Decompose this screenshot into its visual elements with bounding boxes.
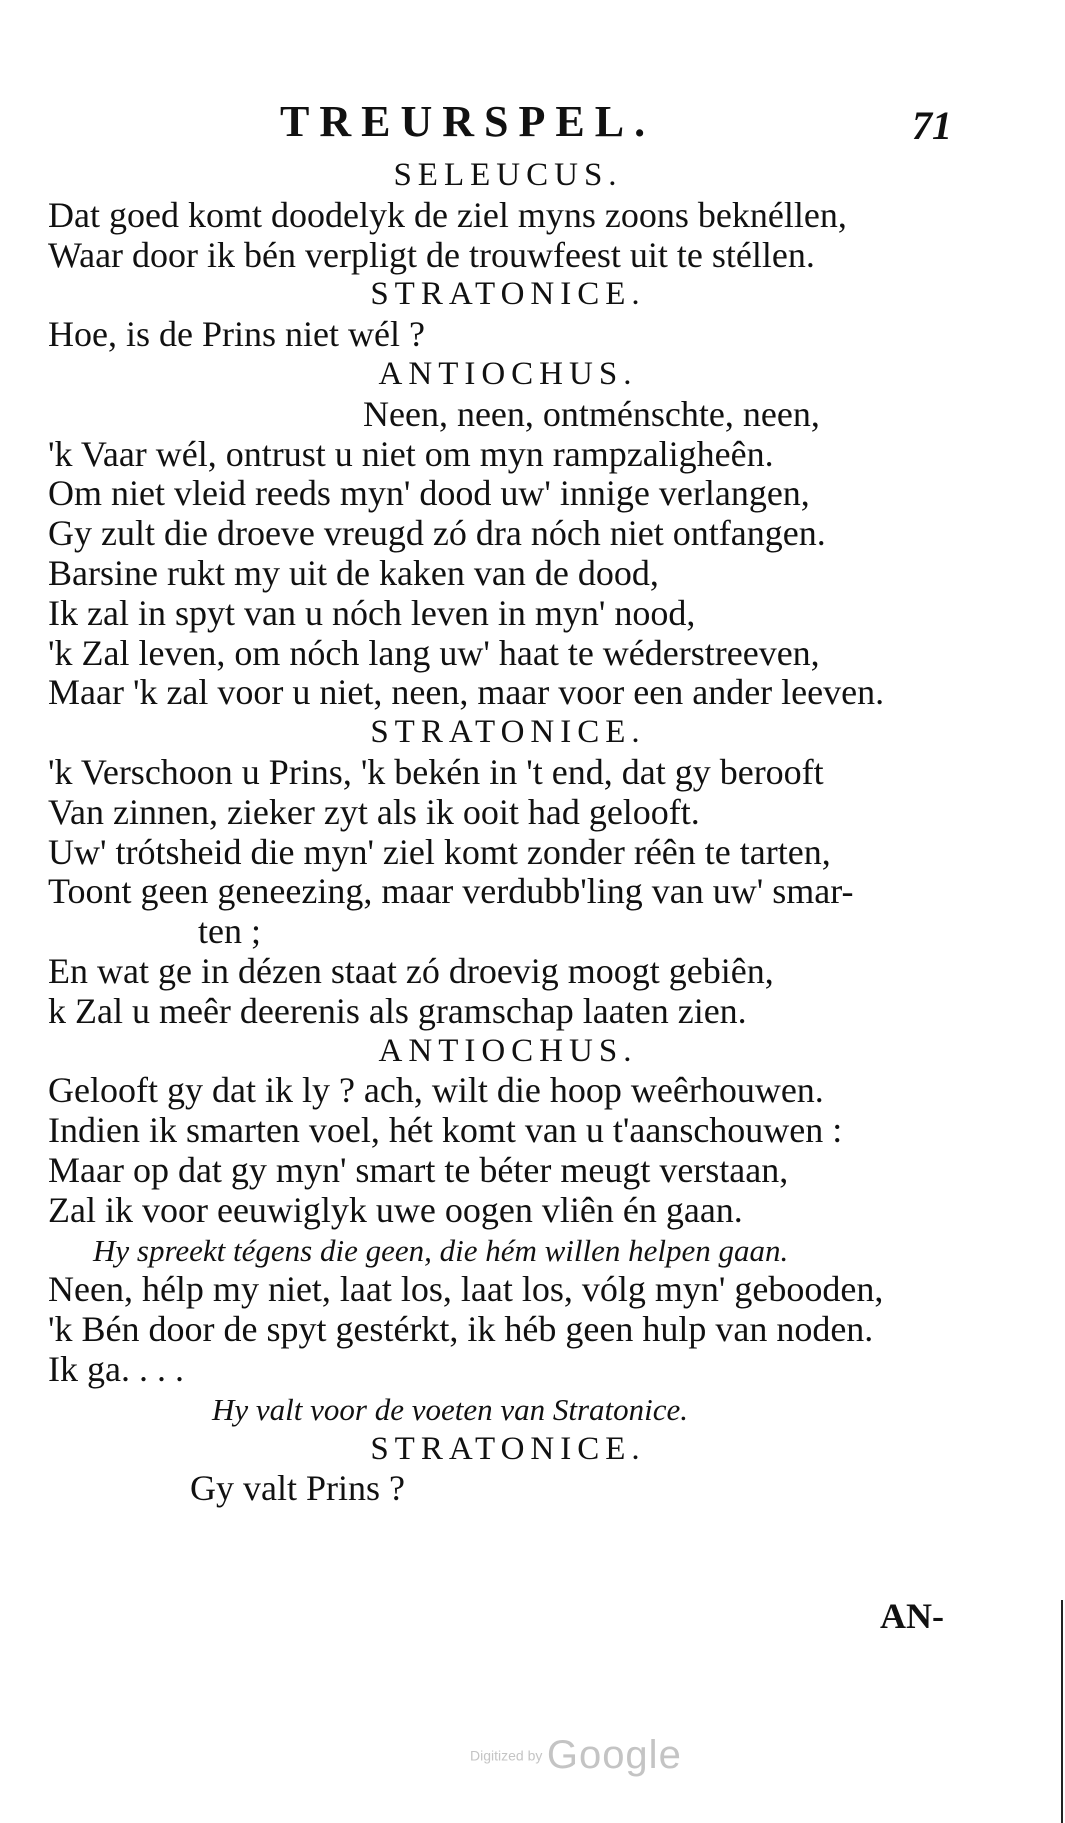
verse-line: Barsine rukt my uit de kaken van de dood, — [48, 552, 659, 593]
verse-line: Ik zal in spyt van u nóch leven in myn' nood, — [48, 592, 696, 633]
stage-direction: Hy spreekt tégens die geen, die hém willen helpen gaan. — [93, 1232, 789, 1268]
verse-line: ten ; — [198, 911, 261, 952]
speaker-name: ANTIOCHUS. — [378, 355, 638, 392]
speaker-name: STRATONICE. — [370, 276, 646, 313]
verse-line: Van zinnen, zieker zyt als ik ooit had gelooft. — [48, 791, 700, 832]
stage-direction: Hy valt voor de voeten van Stratonice. — [212, 1391, 689, 1427]
verse-line: Hoe, is de Prins niet wél ? — [48, 314, 425, 355]
speaker-name: STRATONICE. — [370, 1430, 646, 1467]
page-edge-line — [1061, 1600, 1063, 1823]
page-header — [0, 96, 1065, 156]
verse-line: Gy zult die droeve vreugd zó dra nóch niet ontfangen. — [48, 513, 826, 554]
verse-line: 'k Zal leven, om nóch lang uw' haat te wéderstreeven, — [48, 632, 820, 673]
verse-line: Uw' trótsheid die myn' ziel komt zonder réên te tarten, — [48, 831, 831, 872]
verse-line: Om niet vleid reeds myn' dood uw' innige verlangen, — [48, 473, 810, 514]
verse-line: Neen, hélp my niet, laat los, laat los, vólg myn' gebooden, — [48, 1269, 884, 1310]
play-text — [48, 156, 968, 1509]
page-number: 71 — [912, 103, 952, 148]
verse-line: Waar door ik bén verpligt de trouwfeest uit te stéllen. — [48, 234, 815, 275]
verse-line: En wat ge in dézen staat zó droevig moogt gebiên, — [48, 950, 774, 991]
speaker-name: SELEUCUS. — [393, 157, 623, 193]
catchword: AN- — [880, 1596, 944, 1636]
verse-line: Zal ik voor eeuwiglyk uwe oogen vliên én gaan. — [48, 1189, 743, 1230]
verse-line: 'k Vaar wél, ontrust u niet om myn rampzaligheên. — [48, 433, 774, 474]
verse-line: Indien ik smarten voel, hét komt van u t'aanschouwen : — [48, 1110, 843, 1151]
verse-line: 'k Verschoon u Prins, 'k bekén in 't end, dat gy berooft — [48, 751, 824, 792]
verse-line: Neen, neen, ontménschte, neen, — [363, 393, 820, 434]
running-title: TREURSPEL. — [280, 97, 656, 146]
watermark-prefix: Digitized by — [470, 1747, 543, 1764]
verse-line: Gy valt Prins ? — [190, 1468, 405, 1509]
verse-line: Dat goed komt doodelyk de ziel myns zoons beknéllen, — [48, 194, 847, 235]
speaker-name: ANTIOCHUS. — [378, 1032, 638, 1069]
verse-line: Gelooft gy dat ik ly ? ach, wilt die hoop weêrhouwen. — [48, 1070, 824, 1111]
verse-line: 'k Bén door de spyt gestérkt, ik héb geen hulp van noden. — [48, 1309, 874, 1350]
verse-line: k Zal u meêr deerenis als gramschap laaten zien. — [48, 990, 747, 1031]
verse-line: Ik ga. . . . — [48, 1348, 184, 1389]
verse-line: Maar 'k zal voor u niet, neen, maar voor een ander leeven. — [48, 672, 885, 713]
digitized-watermark — [470, 1733, 682, 1778]
speaker-name: STRATONICE. — [370, 714, 646, 751]
verse-line: Toont geen geneezing, maar verdubb'ling van uw' smar- — [48, 871, 854, 912]
verse-line: Maar op dat gy myn' smart te béter meugt verstaan, — [48, 1149, 789, 1190]
watermark-logo: Google — [546, 1733, 682, 1777]
